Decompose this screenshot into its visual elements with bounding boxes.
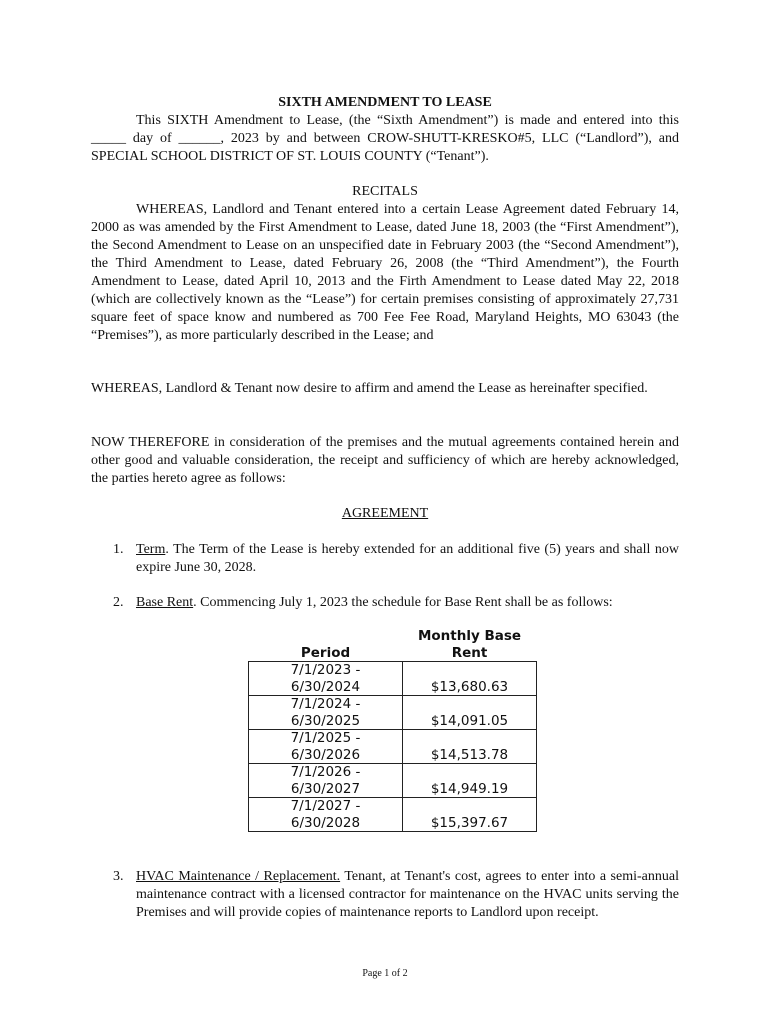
rent-cell: $15,397.67 — [403, 798, 537, 832]
base-rent-table — [248, 628, 537, 832]
document-title: SIXTH AMENDMENT TO LEASE — [278, 95, 492, 110]
intro-paragraph: This SIXTH Amendment to Lease, (the “Sixth Amendment”) is made and entered into this _____ day of ______, 2023 by and between CROW-SHUTT-KRESKO#5, LLC (“Landlord”), and SPECIAL SCHOOL DISTRICT OF ST. LOUIS COUNTY (“Tenant”). — [91, 113, 679, 164]
rent-cell: $14,091.05 — [403, 696, 537, 730]
base-rent-heading: Base Rent — [136, 595, 194, 610]
recital-paragraph-2: WHEREAS, Landlord & Tenant now desire to affirm and amend the Lease as hereinafter specified. — [91, 381, 648, 396]
table-row — [249, 764, 537, 798]
period-cell: 7/1/2025 - 6/30/2026 — [249, 730, 403, 764]
monthly-rent-column-header: Monthly Base Rent — [417, 628, 522, 661]
table-row — [249, 662, 537, 696]
period-column-header: Period — [300, 644, 351, 661]
recitals-heading: RECITALS — [352, 184, 418, 199]
table-row — [249, 730, 537, 764]
list-number: 2. — [113, 595, 124, 610]
now-therefore-paragraph: NOW THEREFORE in consideration of the premises and the mutual agreements contained herein and other good and valuable consideration, the receipt and sufficiency of which are hereby acknowledged, the parties hereto agree as follows: — [91, 435, 679, 486]
agreement-heading: AGREEMENT — [341, 506, 429, 521]
rent-cell: $14,949.19 — [403, 764, 537, 798]
list-item-base-rent — [113, 594, 679, 612]
rent-cell: $13,680.63 — [403, 662, 537, 696]
list-number: 1. — [113, 542, 124, 557]
recital-paragraph-1: WHEREAS, Landlord and Tenant entered into a certain Lease Agreement dated February 14, 2000 as was amended by the First Amendment to Lease, dated June 18, 2003 (the “First Amendment”), the Second Amendment to Lease on an unspecified date in February 2003 (the “Second Amendment”), the Third Amendment to Lease, dated February 26, 2008 (the “Third Amendment”), the Fourth Amendment to Lease, dated April 10, 2013 and the Firth Amendment to Lease dated May 22, 2018 (which are collectively known as the “Lease”) for certain premises consisting of approximately 27,731 square feet of space know and numbered as 700 Fee Fee Road, Maryland Heights, MO 63043 (the “Premises”), as more particularly described in the Lease; and — [91, 202, 679, 343]
page-footer: Page 1 of 2 — [362, 968, 408, 979]
hvac-text: Tenant, at Tenant's cost, agrees to enter into a semi-annual maintenance contract with a licensed contractor for maintenance on the HVAC units serving the Premises and will provide copies of maintenance reports to Landlord upon receipt. — [136, 869, 679, 920]
period-cell: 7/1/2026 - 6/30/2027 — [249, 764, 403, 798]
term-heading: Term — [136, 542, 166, 557]
period-cell: 7/1/2024 - 6/30/2025 — [249, 696, 403, 730]
period-cell: 7/1/2023 - 6/30/2024 — [249, 662, 403, 696]
rent-cell: $14,513.78 — [403, 730, 537, 764]
list-item-term — [113, 541, 679, 577]
list-item-hvac — [113, 868, 679, 922]
period-cell: 7/1/2027 - 6/30/2028 — [249, 798, 403, 832]
table-row — [249, 798, 537, 832]
table-header-row — [249, 628, 537, 662]
term-text: . The Term of the Lease is hereby extended for an additional five (5) years and shall now expire June 30, 2028. — [136, 542, 679, 575]
table-row — [249, 696, 537, 730]
hvac-heading: HVAC Maintenance / Replacement. — [136, 869, 341, 884]
base-rent-text: . Commencing July 1, 2023 the schedule for Base Rent shall be as follows: — [193, 595, 613, 610]
list-number: 3. — [113, 869, 124, 884]
